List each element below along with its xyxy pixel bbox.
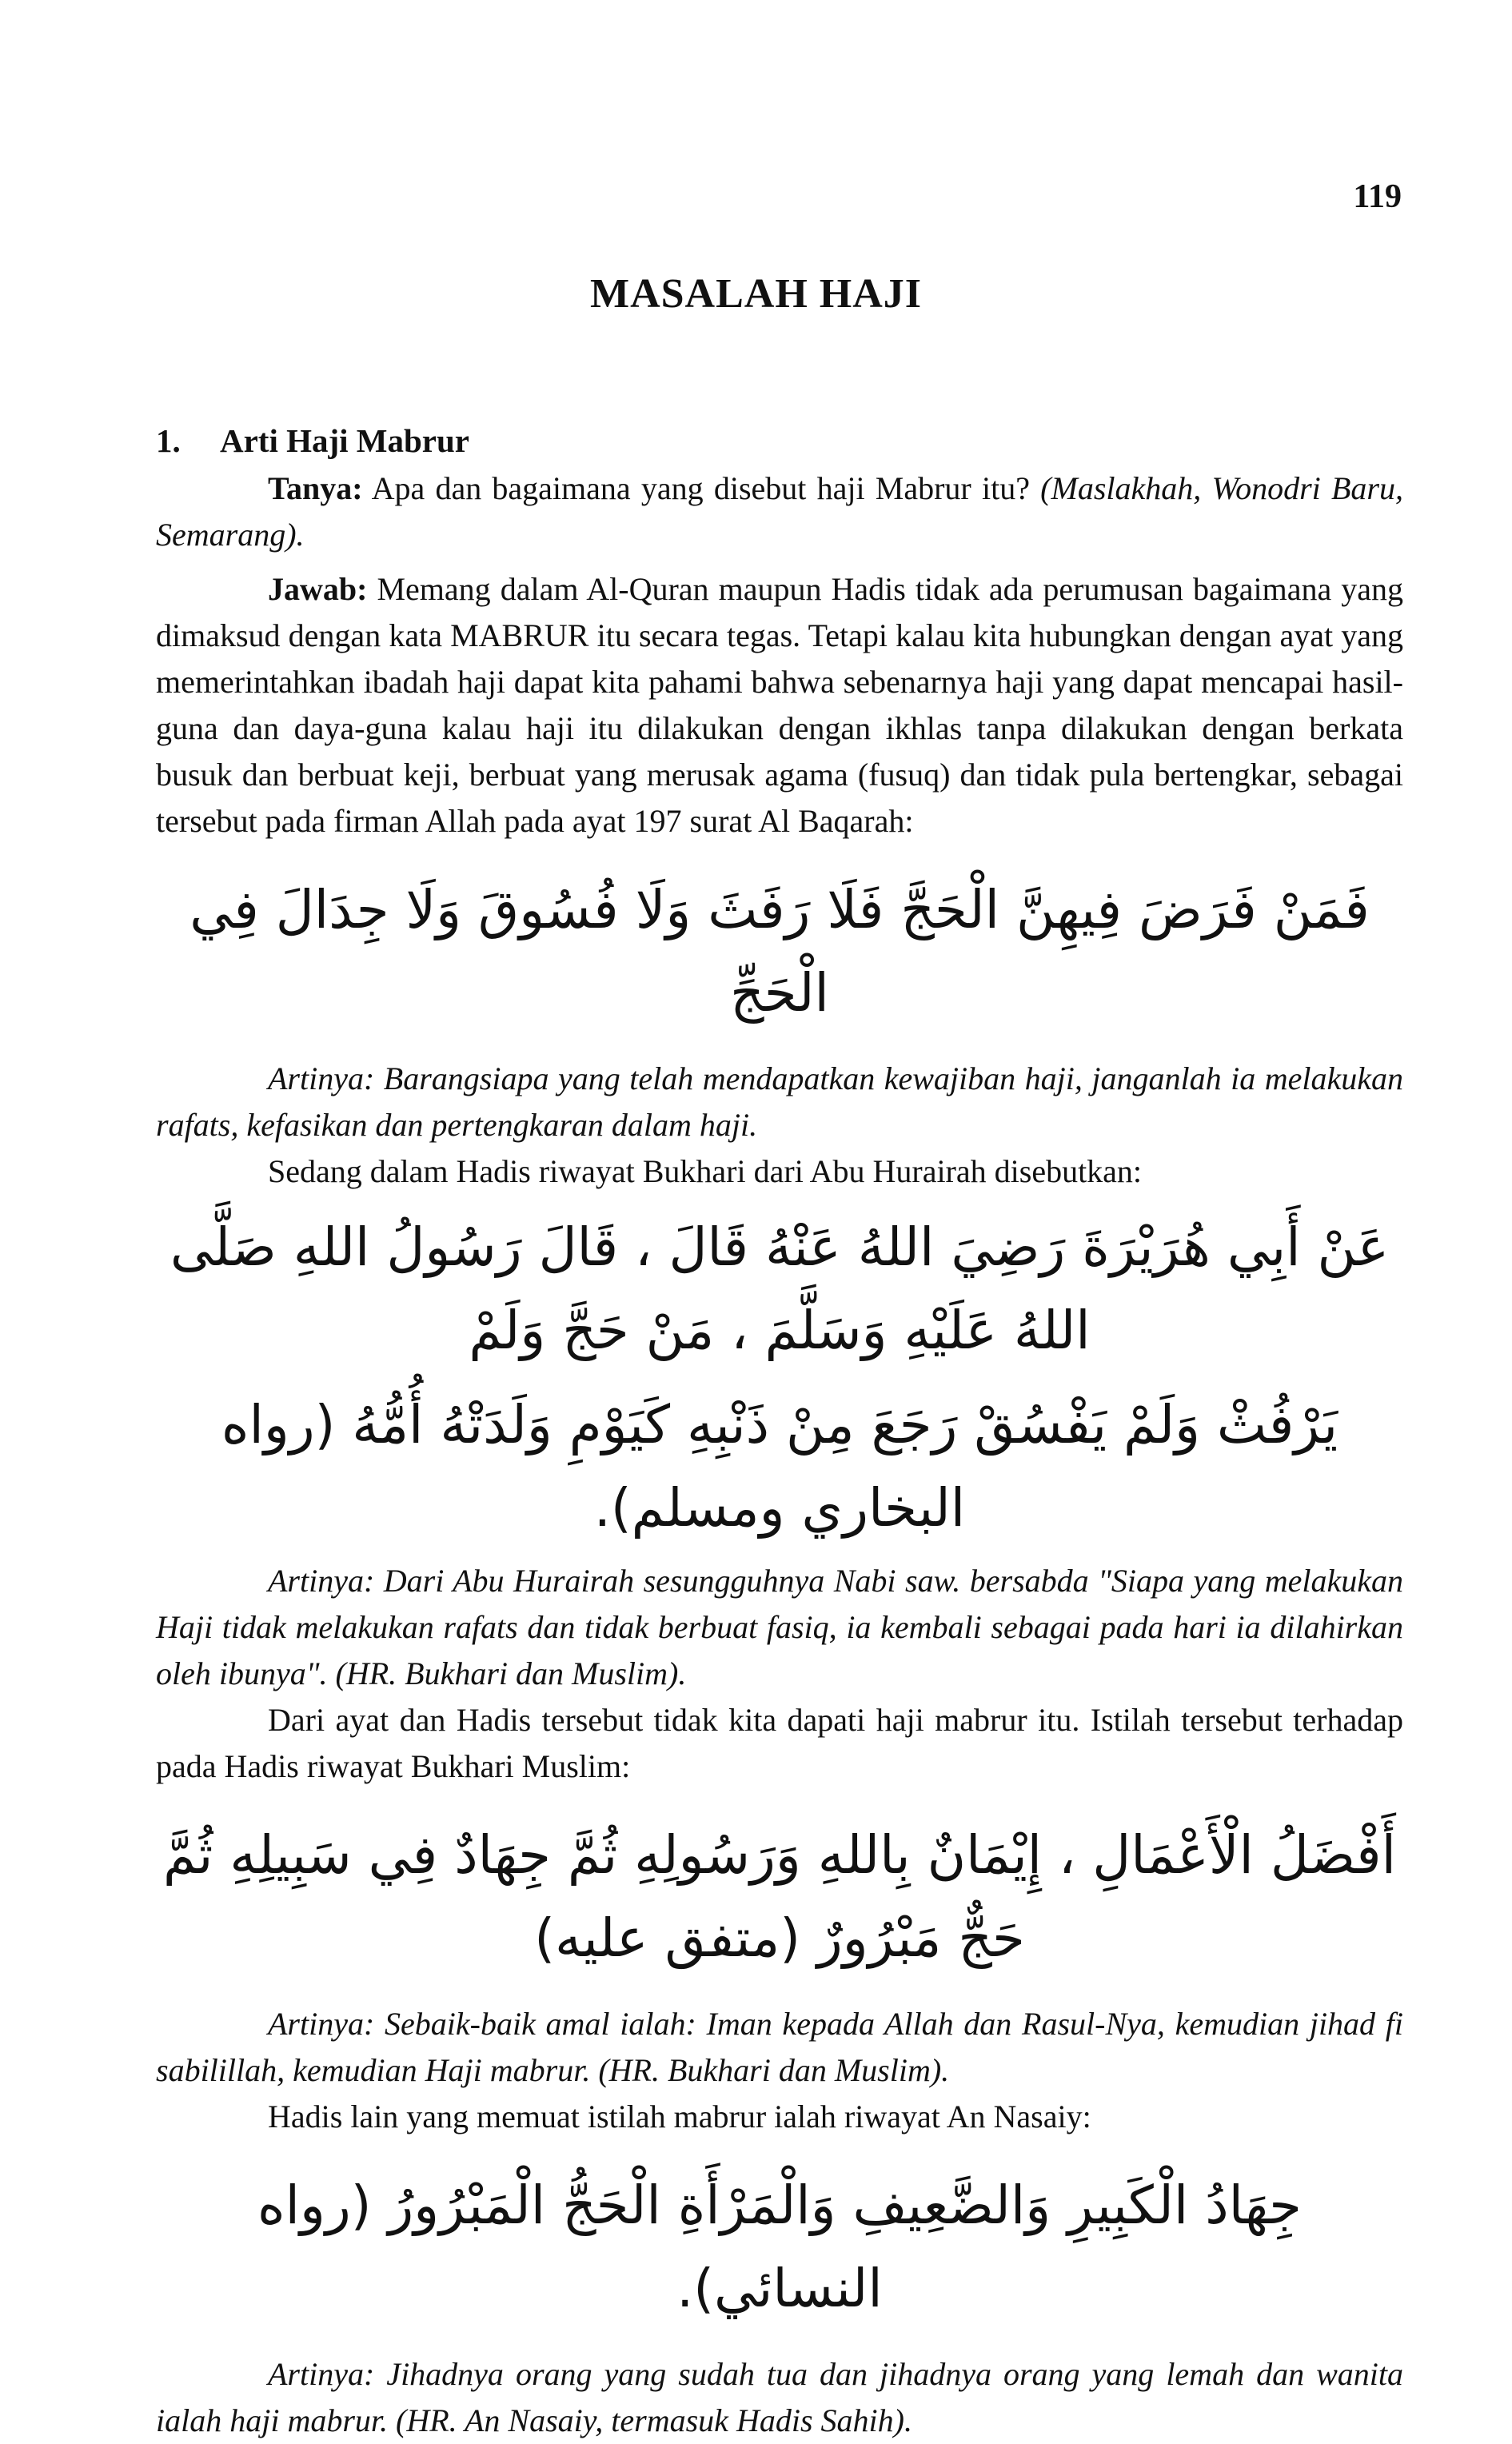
question-source: (Maslakhah, Wonodri Baru, Semarang).	[156, 470, 1404, 553]
hadith-intro-bukhari-muslim: Dari ayat dan Hadis tersebut tidak kita dapati haji mabrur itu. Istilah tersebut terhadap pada Hadis riwayat Bukhari Muslim:	[156, 1702, 1403, 1784]
hadith-intro-bukhari: Sedang dalam Hadis riwayat Bukhari dari Abu Hurairah disebutkan:	[268, 1153, 1143, 1189]
translation-hadith-nasaiy: Artinya: Jihadnya orang yang sudah tua dan jihadnya orang yang lemah dan wanita ialah haji mabrur. (HR. An Nasaiy, termasuk Hadis Sahih).	[156, 2356, 1403, 2438]
chapter-title: MASALAH HAJI	[589, 271, 923, 317]
translation-hadith-afdhalul-amal: Artinya: Sebaik-baik amal ialah: Iman kepada Allah dan Rasul-Nya, kemudian jihad fi sabilillah, kemudian Haji mabrur. (HR. Bukhari dan Muslim).	[156, 2006, 1403, 2088]
page-number: 119	[1353, 178, 1402, 215]
section-heading	[156, 417, 1403, 464]
arabic-hadith-nasaiy: جِهَادُ الْكَبِيرِ وَالضَّعِيفِ وَالْمَرْأَةِ الْحَجُّ الْمَبْرُورُ (رواه النسائي).	[257, 2174, 1302, 2319]
hadith-intro-nasaiy: Hadis lain yang memuat istilah mabrur ialah riwayat An Nasaiy:	[268, 2099, 1091, 2135]
arabic-hadith-abu-hurairah-line-2: يَرْفُثْ وَلَمْ يَفْسُقْ رَجَعَ مِنْ ذَنْبِهِ كَيَوْمِ وَلَدَتْهُ أُمُّهُ (رواه البخاري ومسلم).	[221, 1394, 1338, 1539]
arabic-hadith-abu-hurairah-line-1: عَنْ أَبِي هُرَيْرَةَ رَضِيَ اللهُ عَنْهُ قَالَ ، قَالَ رَسُولُ اللهِ صَلَّى اللهُ عَلَيْهِ وَسَلَّمَ ، مَنْ حَجَّ وَلَمْ	[170, 1216, 1390, 1361]
translation-hadith-abu-hurairah: Artinya: Dari Abu Hurairah sesungguhnya Nabi saw. bersabda "Siapa yang melakukan Haji tidak melakukan rafats dan tidak berbuat fasiq, ia kembali sebagai pada hari ia dilahirkan oleh ibunya". (HR. Bukhari dan Muslim).	[156, 1563, 1403, 1691]
arabic-verse-al-baqarah: فَمَنْ فَرَضَ فِيهِنَّ الْحَجَّ فَلَا رَفَثَ وَلَا فُسُوقَ وَلَا جِدَالَ فِي الْحَجِّ	[189, 879, 1370, 1024]
section-number: 1.	[156, 422, 181, 459]
question-paragraph	[156, 465, 1403, 558]
question-label: Tanya:	[268, 470, 363, 506]
answer-label: Jawab:	[268, 571, 368, 607]
translation-verse: Artinya: Barangsiapa yang telah mendapatkan kewajiban haji, janganlah ia melakukan rafats, kefasikan dan pertengkaran dalam haji.	[156, 1060, 1403, 1143]
question-text: Apa dan bagaimana yang disebut haji Mabrur itu?	[362, 470, 1041, 506]
section-title: Arti Haji Mabrur	[220, 422, 469, 459]
page-body	[156, 417, 1403, 2444]
arabic-hadith-afdhalul-amal: أَفْضَلُ الْأَعْمَالِ ، إِيْمَانٌ بِاللهِ وَرَسُولِهِ ثُمَّ جِهَادٌ فِي سَبِيلِهِ ثُمَّ حَجٌّ مَبْرُورٌ (متفق عليه)	[163, 1824, 1396, 1969]
answer-paragraph	[156, 566, 1403, 845]
answer-text: Memang dalam Al-Quran maupun Hadis tidak ada perumusan bagaimana yang dimaksud dengan kata MABRUR itu secara tegas. Tetapi kalau kita hubungkan dengan ayat yang memerintahkan ibadah haji dapat kita pahami bahwa sebenarnya haji yang dapat mencapai hasil-guna dan daya-guna kalau haji itu dilakukan dengan ikhlas tanpa dilakukan dengan berkata busuk dan berbuat keji, berbuat yang merusak agama (fusuq) dan tidak pula bertengkar, sebagai tersebut pada firman Allah pada ayat 197 surat Al Baqarah:	[156, 571, 1403, 839]
